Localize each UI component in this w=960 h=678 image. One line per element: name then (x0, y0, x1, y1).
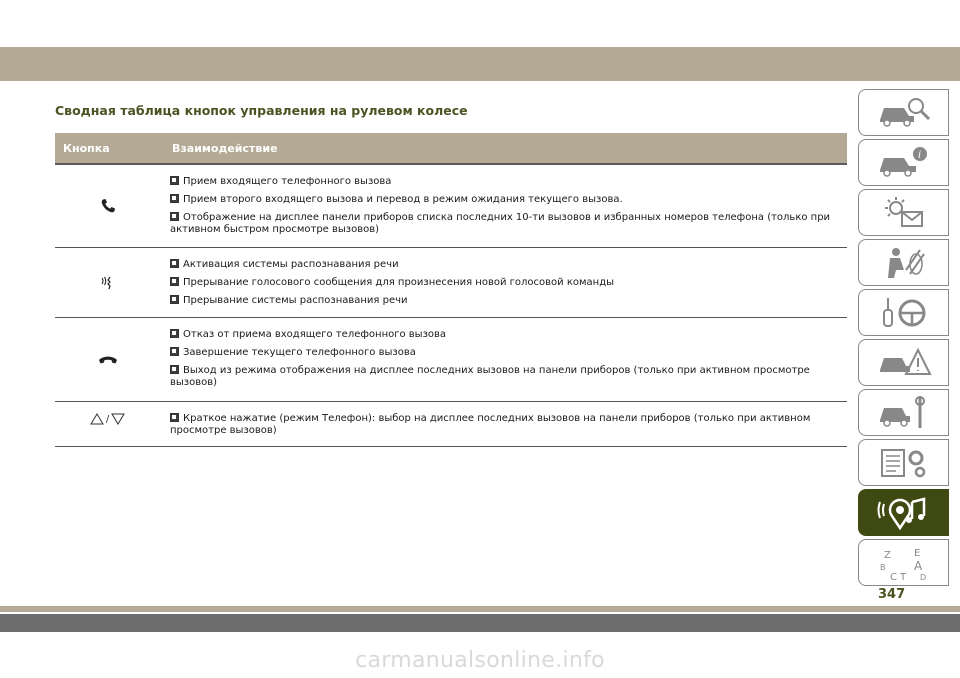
bullet-checkbox-icon (170, 347, 179, 356)
button-cell (55, 165, 160, 247)
header-button: Кнопка (63, 141, 110, 155)
car-wrench-icon (874, 394, 934, 432)
phone-answer-icon (100, 198, 116, 214)
svg-text:i: i (917, 149, 921, 161)
interaction-cell (160, 318, 847, 401)
bullet-checkbox-icon (170, 295, 179, 304)
table-row (55, 165, 847, 248)
down-arrow-icon (111, 413, 125, 425)
index-letter: D (919, 572, 926, 582)
spec-gears-icon (874, 444, 934, 482)
watermark: carmanualsonline.info (355, 648, 605, 673)
tab-index[interactable] (858, 539, 949, 586)
tab-starting-driving[interactable] (858, 289, 949, 336)
interaction-cell (160, 402, 847, 446)
index-letter: E (913, 547, 920, 559)
index-letter: B (879, 562, 885, 572)
arrow-separator: / (105, 413, 110, 425)
button-cell (55, 402, 160, 446)
car-search-icon (874, 94, 934, 132)
table-row (55, 318, 847, 402)
list-item: Активация системы распознавания речи (170, 259, 837, 271)
bottom-band (0, 606, 960, 612)
list-item: Прерывание системы распознавания речи (170, 295, 837, 307)
car-warning-icon (874, 344, 934, 382)
index-letter: Z (883, 549, 891, 561)
bullet-checkbox-icon (170, 329, 179, 338)
tab-emergency[interactable] (858, 339, 949, 386)
bullet-checkbox-icon (170, 277, 179, 286)
list-item: Прием входящего телефонного вызова (170, 176, 837, 188)
top-header-band (0, 47, 960, 81)
list-item: Краткое нажатие (режим Телефон): выбор на дисплее последних вызовов на панели приборов (только при активном просмотре вызовов) (170, 413, 811, 436)
index-letter: A (913, 558, 922, 573)
list-item: Отказ от приема входящего телефонного вызова (170, 329, 837, 341)
interaction-cell (160, 165, 847, 247)
tab-technical-specs[interactable] (858, 439, 949, 486)
phone-hangup-icon (98, 354, 118, 366)
list-item: Прерывание голосового сообщения для произнесения новой голосовой команды (170, 277, 837, 289)
voice-command-icon (100, 275, 116, 291)
tab-safety[interactable] (858, 239, 949, 286)
up-arrow-icon (90, 413, 104, 425)
list-item: Выход из режима отображения на дисплее последних вызовов на панели приборов (только при активном просмотре вызовов) (170, 365, 810, 388)
tab-car-search[interactable] (858, 89, 949, 136)
bullet-checkbox-icon (170, 176, 179, 185)
tab-car-info[interactable] (858, 139, 949, 186)
section-title: Сводная таблица кнопок управления на рулевом колесе (55, 103, 468, 118)
alphabet-index-icon (874, 544, 934, 582)
list-item: Завершение текущего телефонного вызова (170, 347, 837, 359)
steering-controls-table (55, 133, 847, 447)
multimedia-music-icon (874, 494, 934, 532)
button-cell (55, 248, 160, 317)
airbag-person-icon (874, 244, 934, 282)
bullet-checkbox-icon (170, 194, 179, 203)
index-letter: T (899, 571, 906, 582)
bullet-checkbox-icon (170, 212, 179, 221)
bullet-checkbox-icon (170, 413, 179, 422)
tab-lights-messages[interactable] (858, 189, 949, 236)
table-header (55, 133, 847, 165)
table-row (55, 402, 847, 447)
key-steering-wheel-icon (874, 294, 934, 332)
tab-servicing[interactable] (858, 389, 949, 436)
light-envelope-icon (874, 194, 934, 232)
interaction-cell (160, 248, 847, 317)
table-row (55, 248, 847, 318)
bullet-checkbox-icon (170, 365, 179, 374)
car-info-icon (874, 144, 934, 182)
list-item: Отображение на дисплее панели приборов списка последних 10-ти вызовов и избранных номеров телефона (только при активном быстром просмотре вызовов) (170, 212, 831, 235)
up-down-arrows-icon (90, 413, 125, 425)
header-interaction: Взаимодействие (172, 141, 278, 155)
button-cell (55, 318, 160, 401)
page-number: 347 (878, 587, 906, 602)
bottom-footer-band (0, 614, 960, 632)
list-item: Прием второго входящего вызова и перевод в режим ожидания текущего вызова. (170, 194, 837, 206)
tab-multimedia[interactable] (858, 489, 949, 536)
chapter-sidebar (858, 89, 949, 589)
bullet-checkbox-icon (170, 259, 179, 268)
index-letter: C (889, 571, 897, 582)
